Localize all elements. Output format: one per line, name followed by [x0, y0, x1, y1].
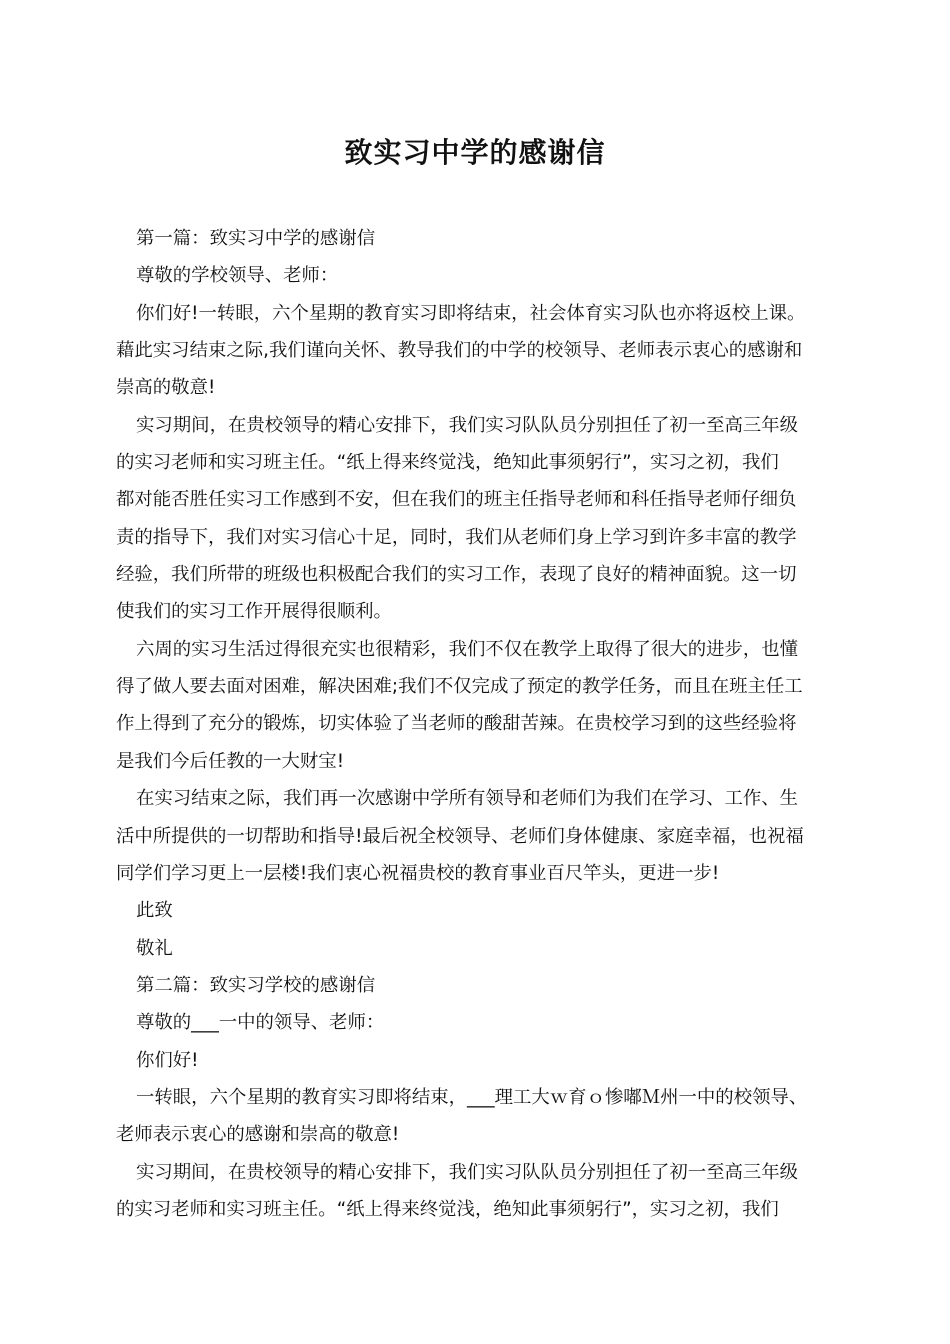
text-line: 一转眼，六个星期的教育实习即将结束，___理工大ｗ育ｏ惨嘟Ｍ州一中的校领导、	[136, 1086, 808, 1108]
text-line: 实习期间，在贵校领导的精心安排下，我们实习队队员分别担任了初一至高三年级	[136, 414, 799, 436]
document-title: 致实习中学的感谢信	[344, 136, 606, 169]
text-line: 你们好!	[136, 1049, 199, 1071]
text-line: 实习期间，在贵校领导的精心安排下，我们实习队队员分别担任了初一至高三年级	[136, 1161, 799, 1183]
text-line: 崇高的敬意!	[116, 377, 216, 399]
text-line: 的实习老师和实习班主任。“纸上得来终觉浅，绝知此事须躬行”，实习之初，我们	[116, 1198, 779, 1220]
text-line: 老师表示衷心的感谢和崇高的敬意!	[116, 1124, 400, 1146]
text-line: 责的指导下，我们对实习信心十足，同时，我们从老师们身上学习到许多丰富的教学	[116, 526, 797, 548]
text-line: 此致	[136, 900, 173, 922]
text-line: 作上得到了充分的锻炼，切实体验了当老师的酸甜苦辣。在贵校学习到的这些经验将	[116, 713, 797, 735]
text-line: 第一篇：致实习中学的感谢信	[136, 228, 376, 249]
text-line: 是我们今后任教的一大财宝!	[116, 750, 345, 772]
text-line: 的实习老师和实习班主任。“纸上得来终觉浅，绝知此事须躬行”，实习之初，我们	[116, 452, 779, 474]
text-line: 经验，我们所带的班级也积极配合我们的实习工作，表现了良好的精神面貌。这一切	[116, 564, 797, 586]
text-line: 第二篇：致实习学校的感谢信	[136, 974, 376, 996]
text-line: 使我们的实习工作开展得很顺利。	[116, 601, 392, 623]
text-line: 藉此实习结束之际,我们谨向关怀、教导我们的中学的校领导、老师表示衷心的感谢和	[116, 340, 803, 362]
text-line: 你们好!一转眼，六个星期的教育实习即将结束，社会体育实习队也亦将返校上课。	[136, 302, 806, 324]
text-line: 都对能否胜任实习工作感到不安，但在我们的班主任指导老师和科任指导老师仔细负	[116, 489, 797, 511]
text-line: 敬礼	[136, 937, 173, 959]
text-line: 同学们学习更上一层楼!我们衷心祝福贵校的教育事业百尺竿头，更进一步!	[116, 862, 720, 884]
text-line: 活中所提供的一切帮助和指导!最后祝全校领导、老师们身体健康、家庭幸福，也祝福	[116, 825, 804, 847]
text-line: 得了做人要去面对困难，解决困难;我们不仅完成了预定的教学任务，而且在班主任工	[116, 676, 803, 698]
text-line: 在实习结束之际，我们再一次感谢中学所有领导和老师们为我们在学习、工作、生	[136, 788, 799, 810]
text-line: 尊敬的___一中的领导、老师：	[136, 1012, 385, 1034]
text-line: 尊敬的学校领导、老师：	[136, 265, 339, 287]
text-line: 六周的实习生活过得很充实也很精彩，我们不仅在教学上取得了很大的进步，也懂	[136, 638, 799, 660]
document-body	[116, 220, 836, 1228]
